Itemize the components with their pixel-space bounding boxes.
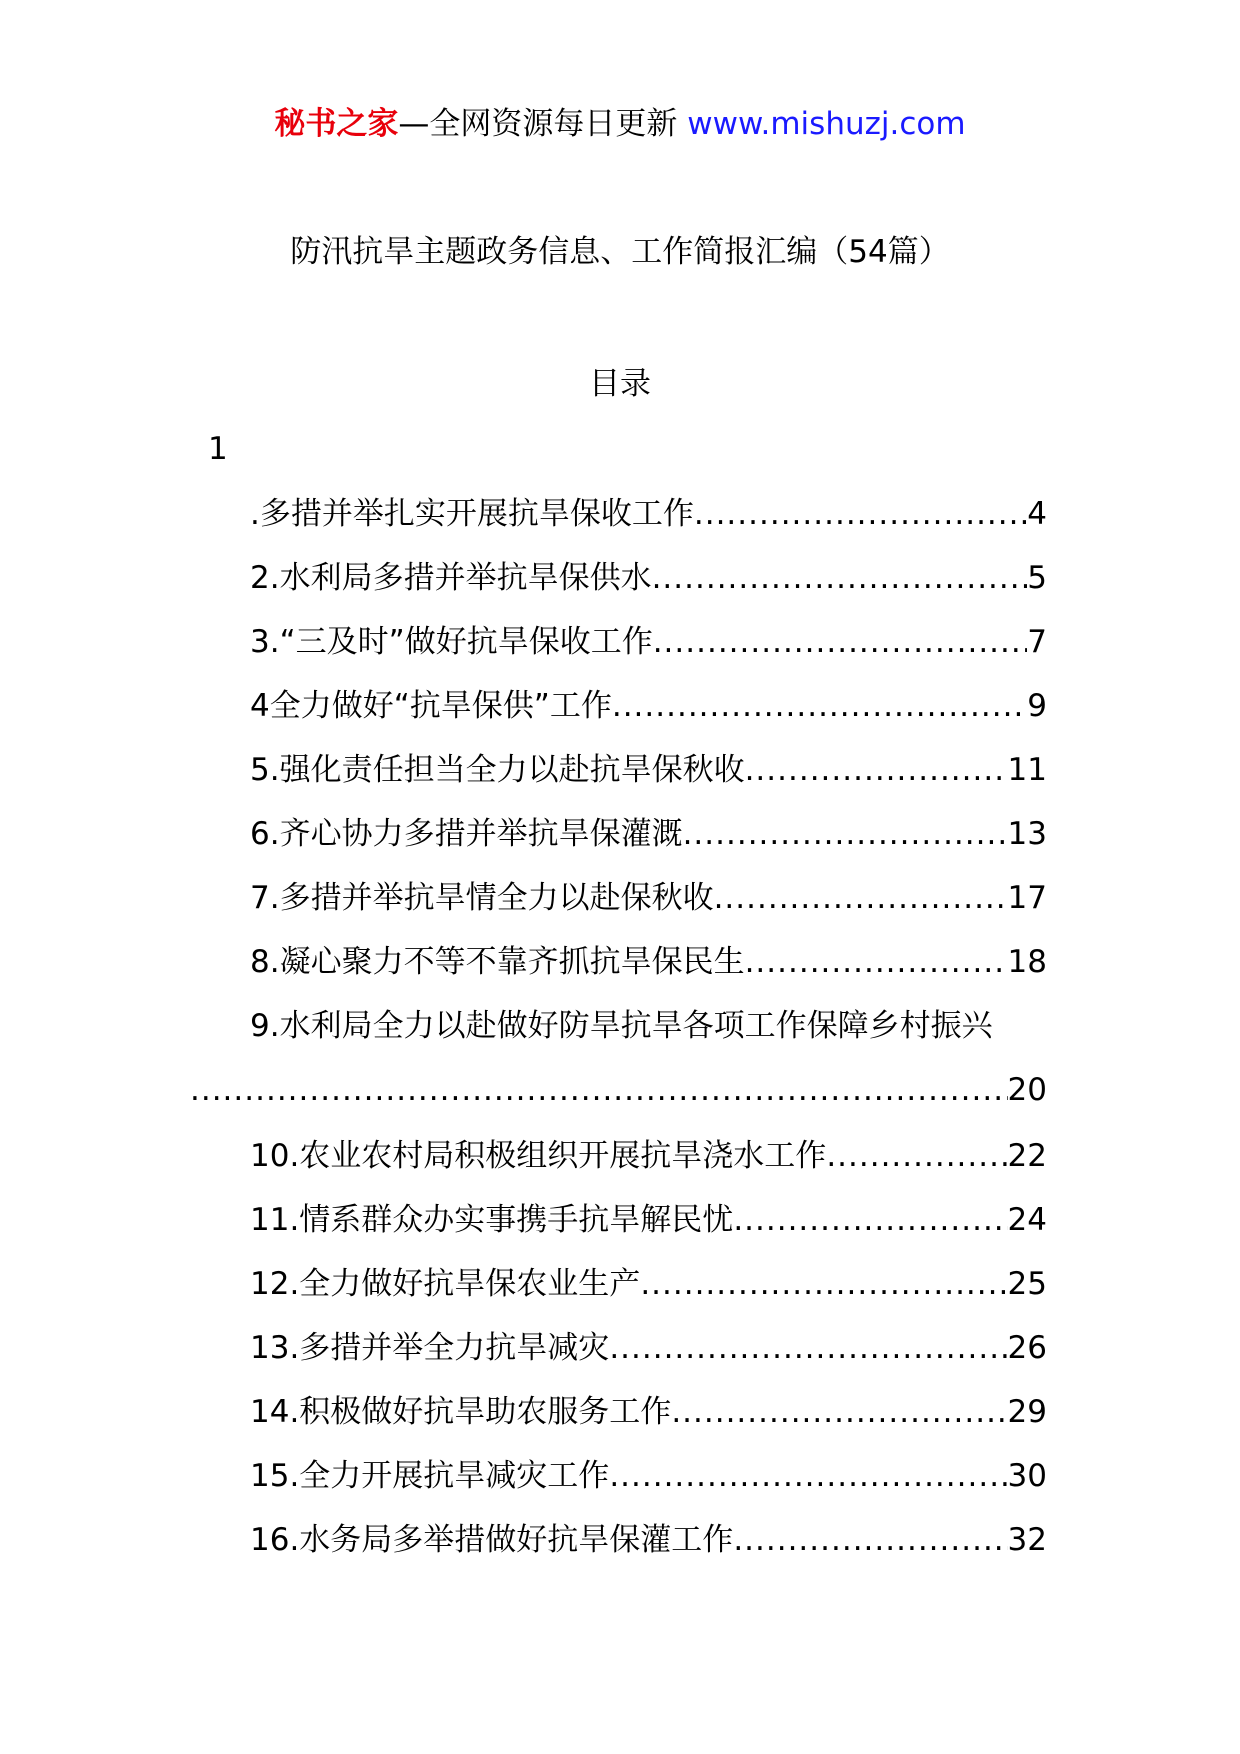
- toc-entry[interactable]: [250, 810, 1047, 858]
- toc-entry-title: 5.强化责任担当全力以赴抗旱保秋收: [250, 752, 745, 788]
- toc-leader-dots: [683, 810, 1008, 858]
- toc-entry-page: 22: [1007, 1138, 1047, 1174]
- toc-leader-dots: [640, 1260, 1007, 1308]
- toc-entry-page: 20: [1007, 1072, 1047, 1108]
- toc-entry[interactable]: [250, 1260, 1047, 1308]
- toc-entry-page: 24: [1007, 1202, 1047, 1238]
- toc-entry-title: 10.农业农村局积极组织开展抗旱浇水工作: [250, 1138, 827, 1174]
- toc-entry[interactable]: [250, 1132, 1047, 1180]
- toc-entry-page: 18: [1007, 944, 1047, 980]
- toc-entry-page: 32: [1007, 1522, 1047, 1558]
- toc-leader-dots: [671, 1388, 1007, 1436]
- toc-leader-dots: [190, 1066, 1008, 1114]
- toc-leader-dots: [609, 1324, 1007, 1372]
- toc-entry-title: 14.积极做好抗旱助农服务工作: [250, 1394, 672, 1430]
- brand-name: 秘书之家: [274, 106, 399, 142]
- toc-leader-dots: [653, 618, 1028, 666]
- toc-entry[interactable]: [250, 938, 1047, 986]
- toc-entry-continuation[interactable]: [190, 1066, 1047, 1114]
- toc-entry-page: 11: [1007, 752, 1047, 788]
- toc-entry-title: 11.情系群众办实事携手抗旱解民忧: [250, 1202, 734, 1238]
- toc-entry-title: 7.多措并举抗旱情全力以赴保秋收: [250, 880, 714, 916]
- toc-entry-page: 4: [1027, 496, 1047, 532]
- toc-entry[interactable]: [250, 1324, 1047, 1372]
- toc-leader-dots: [733, 1196, 1007, 1244]
- toc-entry-title: 16.水务局多举措做好抗旱保灌工作: [250, 1522, 734, 1558]
- toc-entry-page: 13: [1007, 816, 1047, 852]
- toc-entry-title: 8.凝心聚力不等不靠齐抓抗旱保民生: [250, 944, 745, 980]
- site-banner: [0, 100, 1240, 148]
- toc-first-number: 1: [208, 431, 228, 467]
- toc-entry[interactable]: [250, 490, 1047, 538]
- toc-entry-title[interactable]: 9.水利局全力以赴做好防旱抗旱各项工作保障乡村振兴: [250, 1008, 993, 1044]
- toc-entry[interactable]: [250, 1196, 1047, 1244]
- toc-entry-title: 2.水利局多措并举抗旱保供水: [250, 560, 652, 596]
- toc-entry-title: 15.全力开展抗旱减灾工作: [250, 1458, 610, 1494]
- toc-leader-dots: [609, 1452, 1007, 1500]
- toc-entry-page: 7: [1027, 624, 1047, 660]
- toc-leader-dots: [612, 682, 1027, 730]
- toc-entry-title: 3.“三及时”做好抗旱保收工作: [250, 624, 653, 660]
- toc-entry-page: 26: [1007, 1330, 1047, 1366]
- toc-entry-title: 13.多措并举全力抗旱减灾: [250, 1330, 610, 1366]
- toc-entry-title: 4全力做好“抗旱保供”工作: [250, 688, 612, 724]
- toc-entry-page: 9: [1027, 688, 1047, 724]
- toc-entry-title: 12.全力做好抗旱保农业生产: [250, 1266, 641, 1302]
- toc-leader-dots: [733, 1516, 1007, 1564]
- toc-entry[interactable]: [250, 554, 1047, 602]
- document-title: 防汛抗旱主题政务信息、工作简报汇编（54篇）: [290, 234, 950, 270]
- toc-leader-dots: [745, 938, 1008, 986]
- toc-entry-title: 6.齐心协力多措并举抗旱保灌溉: [250, 816, 683, 852]
- toc-entry[interactable]: [250, 746, 1047, 794]
- toc-entry[interactable]: [250, 874, 1047, 922]
- toc-entry[interactable]: [250, 1452, 1047, 1500]
- toc-heading: 目录: [589, 366, 651, 402]
- toc-entry-page: 5: [1027, 560, 1047, 596]
- toc-entry-title: .多措并举扎实开展抗旱保收工作: [250, 496, 694, 532]
- toc-entry[interactable]: [250, 1388, 1047, 1436]
- toc-leader-dots: [694, 490, 1027, 538]
- banner-slogan: —全网资源每日更新: [398, 106, 688, 142]
- toc-leader-dots: [714, 874, 1008, 922]
- toc-entry-page: 25: [1007, 1266, 1047, 1302]
- toc-entry[interactable]: [250, 1516, 1047, 1564]
- toc-entry-page: 17: [1007, 880, 1047, 916]
- site-url-link[interactable]: www.mishuzj.com: [687, 106, 966, 142]
- toc-leader-dots: [652, 554, 1028, 602]
- toc-entry-page: 29: [1007, 1394, 1047, 1430]
- toc-leader-dots: [745, 746, 1008, 794]
- toc-entry[interactable]: [250, 682, 1047, 730]
- toc-leader-dots: [826, 1132, 1007, 1180]
- toc-entry[interactable]: [250, 618, 1047, 666]
- toc-entry-page: 30: [1007, 1458, 1047, 1494]
